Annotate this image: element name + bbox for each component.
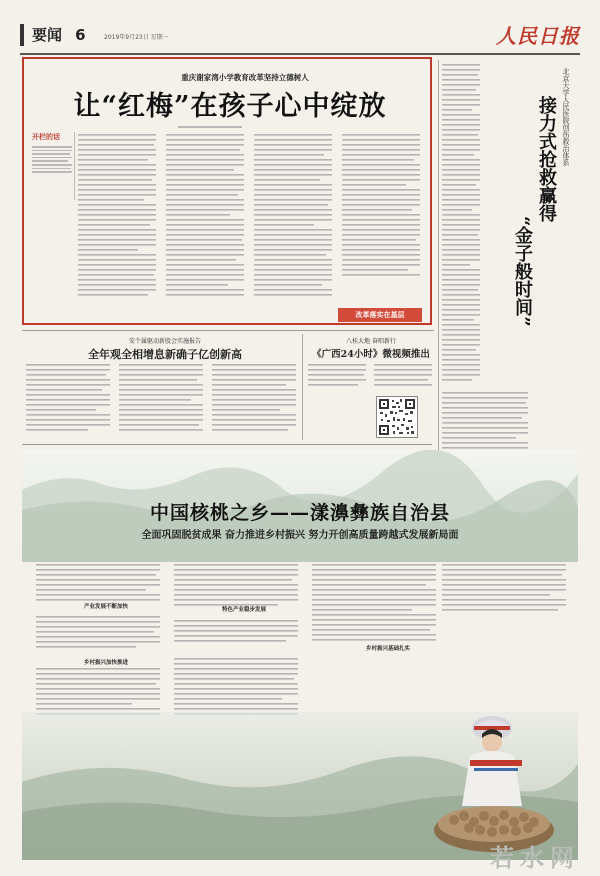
feature-subhead-3: 乡村振兴基础扎实: [365, 646, 410, 652]
section-label: [20, 24, 86, 46]
feature-subhead-4: 乡村振兴加快推进: [83, 660, 128, 666]
qr-code[interactable]: [376, 396, 418, 438]
feature-right-body: [442, 562, 566, 622]
feature-right-text: [442, 562, 566, 622]
middle-right-headline: 《广西24小时》微视频推出: [312, 349, 430, 360]
middle-right-text: [308, 364, 434, 394]
middle-right-kicker: 八桂大地 奋唱新行: [346, 338, 396, 345]
feature-subhead-2: 特色产业稳步发展: [221, 607, 266, 613]
page-number: 6: [75, 26, 86, 44]
right-story-headline-top: 接力式抢救赢得: [536, 96, 557, 222]
reform-tag: [338, 308, 422, 322]
feature-title: 中国核桃之乡——漾濞彝族自治县: [149, 502, 450, 524]
middle-left-text: [26, 364, 298, 438]
middle-left-kicker: 安个属驱动新股会实施报告: [128, 338, 201, 345]
page-header: [20, 18, 580, 54]
byline: [178, 126, 242, 128]
column-note: [32, 132, 75, 200]
lead-story-headline: 让“红梅”在孩子心中绽放: [73, 91, 387, 122]
right-story-headline-bottom: “金子般时间”: [512, 216, 533, 327]
feature-top-rule: [22, 444, 432, 445]
lead-story-kicker: 重庆谢家湾小学教育改革坚持立德树人: [181, 73, 309, 82]
masthead-logo: 人民日报: [496, 24, 580, 48]
feature-section: [22, 450, 578, 860]
lead-body-columns: [78, 134, 424, 304]
middle-right-body: [308, 364, 434, 394]
date-line: 2019年9月23日 星期一: [104, 34, 169, 41]
header-rule: [20, 53, 580, 55]
feature-body: [36, 562, 456, 722]
feature-subhead-1: 产业发展不断加快: [83, 604, 128, 610]
middle-divider: [302, 334, 303, 440]
lead-body-text: [78, 134, 424, 304]
middle-left-body: [26, 364, 298, 438]
right-story-kicker: 北京大学人民医院创伤救治体系: [562, 68, 570, 166]
middle-left-headline: 全年观全相增息新确子亿创新高: [88, 348, 242, 361]
qr-code-icon: [377, 397, 417, 437]
middle-rule: [22, 330, 434, 331]
reform-tag-label: 改革落实在基层: [355, 311, 405, 319]
feature-subtitle: 全面巩固脱贫成果 奋力推进乡村振兴 努力开创高质量跨越式发展新局面: [141, 530, 459, 541]
column-label: 开栏的话: [32, 133, 60, 141]
section-name: 要闻: [32, 26, 63, 44]
feature-body-text: [36, 562, 456, 722]
watermark-logo: 若水网: [490, 844, 580, 872]
